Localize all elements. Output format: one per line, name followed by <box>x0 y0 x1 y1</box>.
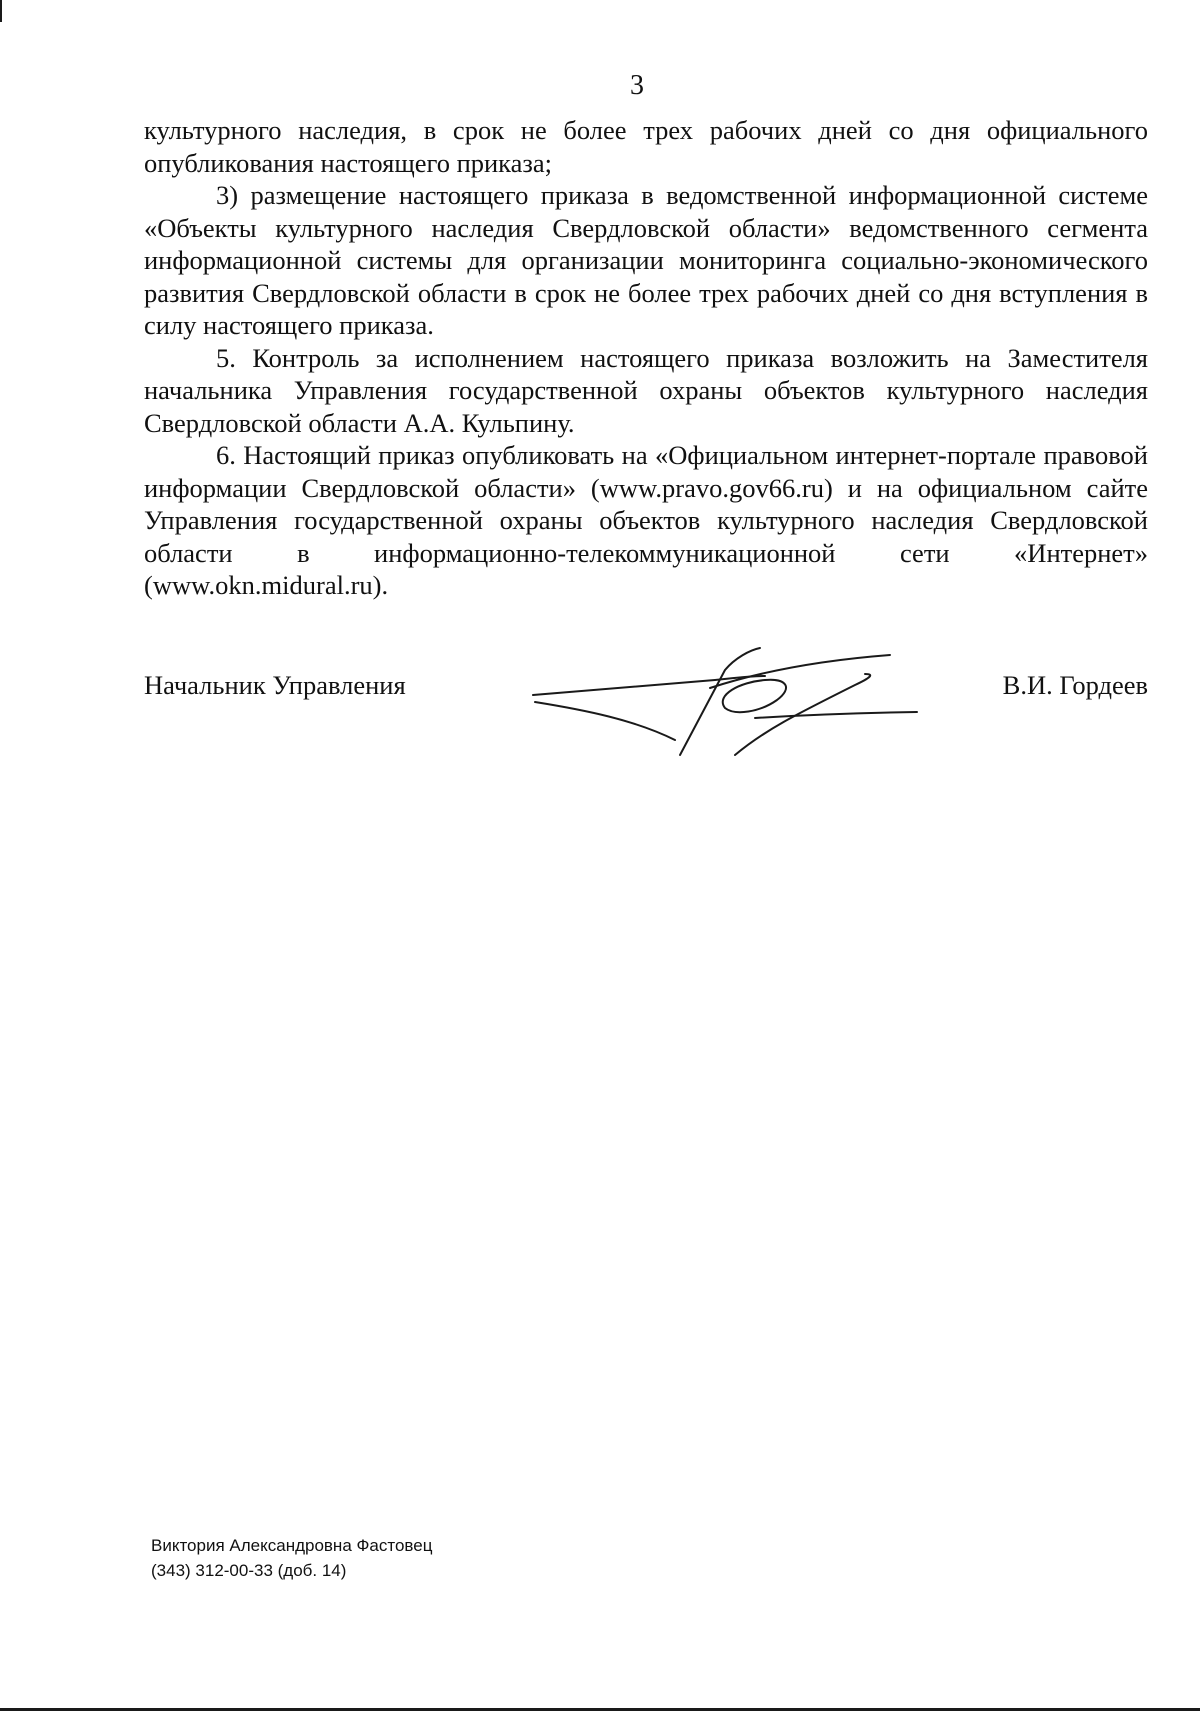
executor-name: Виктория Александровна Фастовец <box>151 1536 433 1555</box>
paragraph-item-3: 3) размещение настоящего приказа в ведомственной информационной системе «Объекты культурного наследия Свердловской области» ведомственного сегмента информационной системы для организации мониторинга социально-экономического развития Свердловской области в срок не более трех рабочих дней со дня вступления в силу настоящего приказа. <box>144 180 1148 340</box>
document-body <box>144 114 1148 602</box>
page-number: 3 <box>630 70 644 101</box>
signer-name: В.И. Гордеев <box>1002 670 1148 700</box>
handwritten-signature <box>525 640 925 765</box>
executor-info <box>151 1533 432 1583</box>
paragraph-item-6: 6. Настоящий приказ опубликовать на «Официальном интернет-портале правовой информации Свердловской области» (www.pravo.gov66.ru) и на официальном сайте Управления государственной охраны объектов культурного наследия Свердловской области в информационно-телекоммуникационной сети «Интернет» (www.okn.midural.ru). <box>144 440 1148 600</box>
scan-edge-mark <box>0 0 2 22</box>
paragraph-continuation: культурного наследия, в срок не более трех рабочих дней со дня официального опубликования настоящего приказа; <box>144 115 1148 178</box>
executor-phone: (343) 312-00-33 (доб. 14) <box>151 1561 347 1580</box>
paragraph-item-5: 5. Контроль за исполнением настоящего приказа возложить на Заместителя начальника Управления государственной охраны объектов культурного наследия Свердловской области А.А. Кульпину. <box>144 342 1148 438</box>
signer-position: Начальник Управления <box>144 670 406 700</box>
